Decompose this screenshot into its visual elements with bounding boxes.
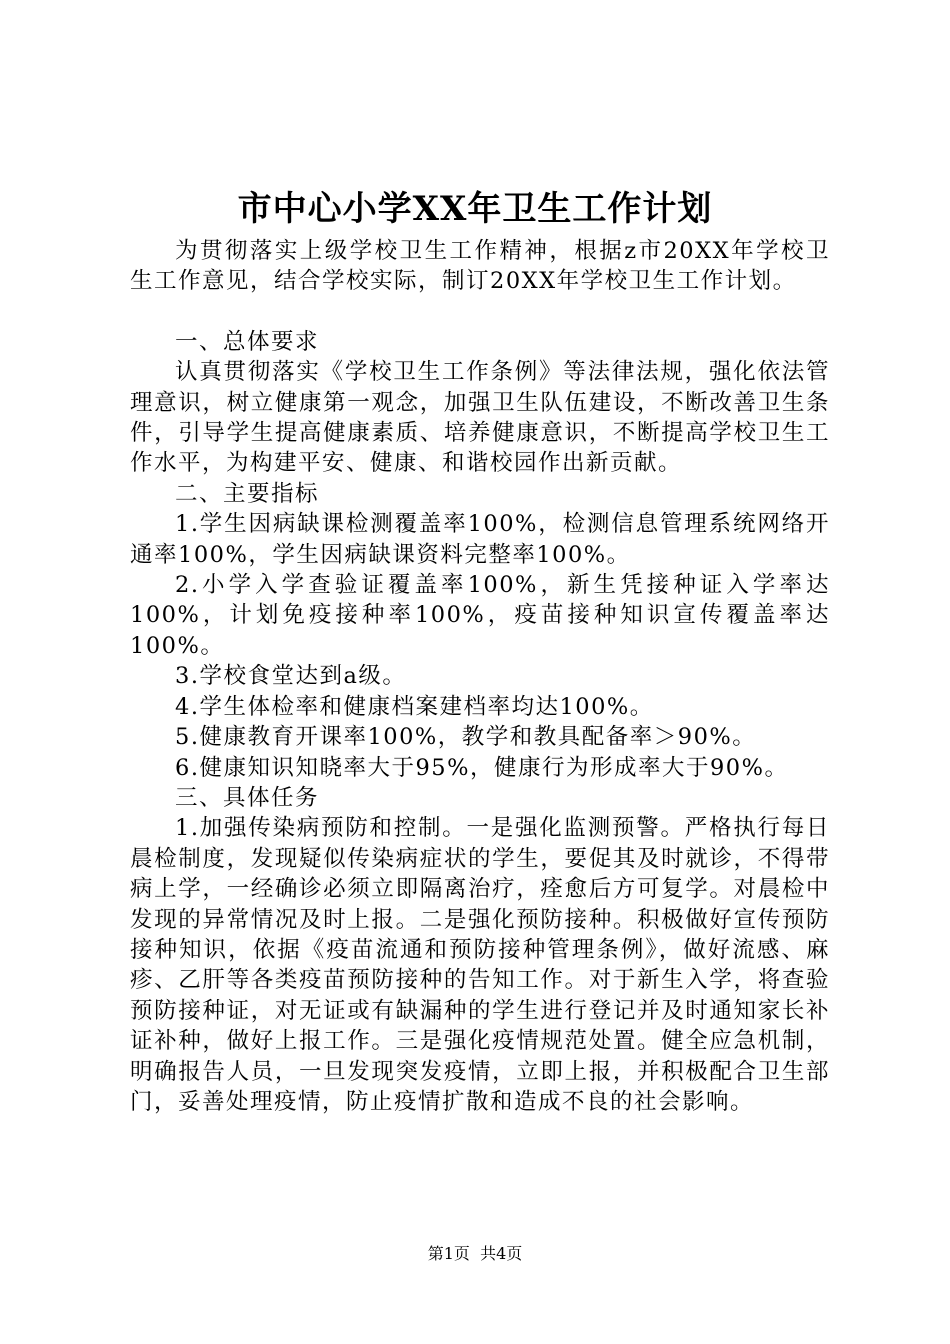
document-title: 市中心小学XX年卫生工作计划 (237, 189, 713, 229)
overall-requirements-paragraph: 认真贯彻落实《学校卫生工作条例》等法律法规，强化依法管理意识，树立健康第一观念，加强卫生队伍建设，不断改善卫生条件，引导学生提高健康素质、培养健康意识，不断提高学校卫生工作水平，为构建平安、健康、和谐校园作出新贡献。 (130, 359, 830, 477)
page-number-total: 共4页 (480, 1244, 523, 1263)
section-heading-overall-requirements: 一、总体要求 (175, 328, 320, 355)
indicator-item-6: 6.健康知识知晓率大于95%，健康行为形成率大于90%。 (175, 754, 789, 781)
indicator-item-5: 5.健康教育开课率100%，教学和教具配备率＞90%。 (175, 724, 757, 751)
section-heading-specific-tasks: 三、具体任务 (175, 784, 320, 811)
task-item-1: 1.加强传染病预防和控制。一是强化监测预警。严格执行每日晨检制度，发现疑似传染病症状的学生，要促其及时就诊，不得带病上学，一经确诊必须立即隔离治疗，痊愈后方可复学。对晨检中发现的异常情况及时上报。二是强化预防接种。积极做好宣传预防接种知识，依据《疫苗流通和预防接种管理条例》，做好流感、麻疹、乙肝等各类疫苗预防接种的告知工作。对于新生入学，将查验预防接种证，对无证或有缺漏种的学生进行登记并及时通知家长补证补种，做好上报工作。三是强化疫情规范处置。健全应急机制，明确报告人员，一旦发现突发疫情，立即上报，并积极配合卫生部门，妥善处理疫情，防止疫情扩散和造成不良的社会影响。 (130, 815, 830, 1115)
indicator-item-4: 4.学生体检率和健康档案建档率均达100%。 (175, 693, 654, 720)
section-heading-main-indicators: 二、主要指标 (175, 480, 320, 507)
page-number-current: 第1页 (427, 1244, 470, 1263)
indicator-item-2: 2.小学入学查验证覆盖率100%，新生凭接种证入学率达100%，计划免疫接种率100%，疫苗接种知识宣传覆盖率达100%。 (130, 572, 830, 659)
indicator-item-3: 3.学校食堂达到a级。 (175, 663, 407, 690)
footer-spacer (470, 1244, 480, 1263)
indicator-item-1: 1.学生因病缺课检测覆盖率100%，检测信息管理系统网络开通率100%，学生因病缺课资料完整率100%。 (130, 511, 830, 568)
document-body (130, 236, 830, 1117)
intro-paragraph: 为贯彻落实上级学校卫生工作精神，根据z市20XX年学校卫生工作意见，结合学校实际，制订20XX年学校卫生工作计划。 (130, 238, 830, 295)
page-footer (0, 1243, 950, 1265)
